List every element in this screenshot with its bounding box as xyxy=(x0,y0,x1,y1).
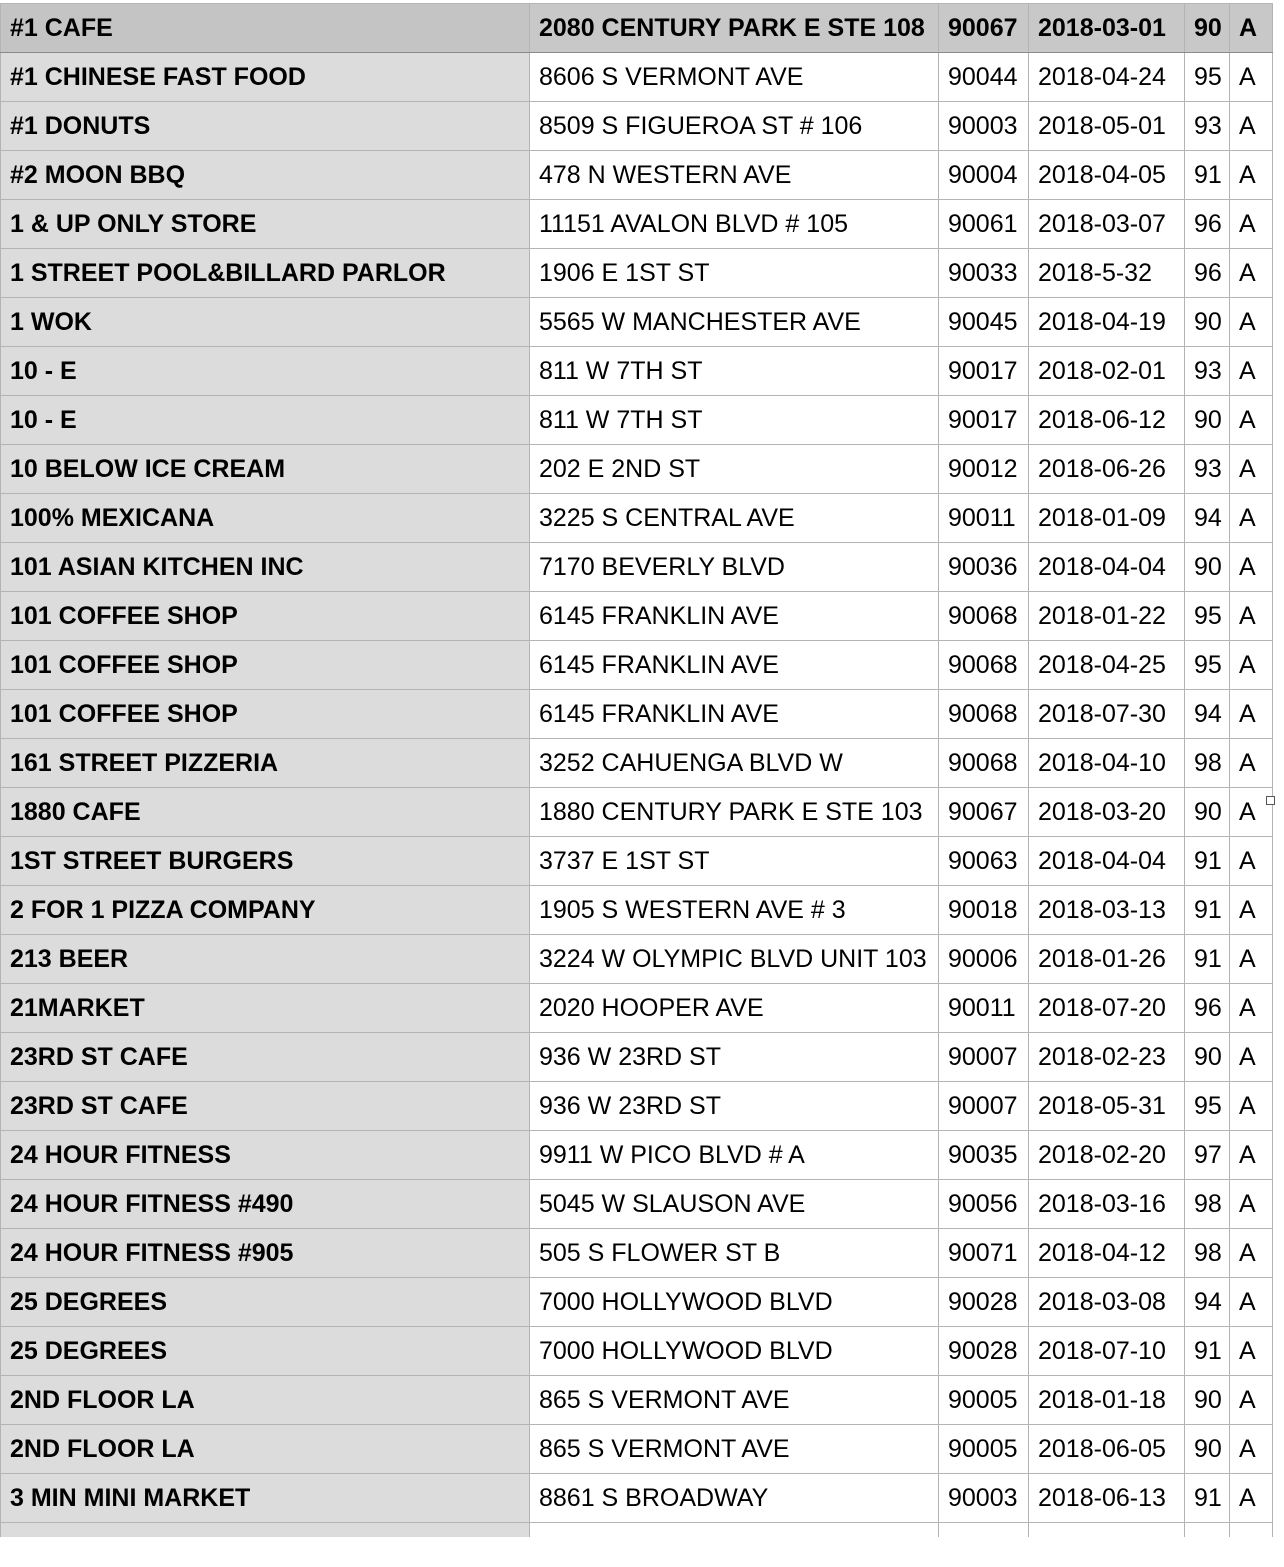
cell-grade[interactable]: A xyxy=(1230,1033,1273,1082)
cell-date[interactable]: 2018-06-05 xyxy=(1029,1425,1185,1474)
table-row xyxy=(1,200,1273,249)
cell-date[interactable]: 2018-06-12 xyxy=(1029,396,1185,445)
cell-zip[interactable]: 90017 xyxy=(939,396,1029,445)
cell-name[interactable]: 101 COFFEE SHOP xyxy=(1,690,530,739)
cell-grade[interactable]: A xyxy=(1230,53,1273,102)
cell-zip[interactable]: 90071 xyxy=(939,1229,1029,1278)
cell-score[interactable]: 97 xyxy=(1185,1131,1230,1180)
cell-score[interactable]: 91 xyxy=(1185,837,1230,886)
cell-zip[interactable]: 90061 xyxy=(939,200,1029,249)
cell-zip[interactable]: 90007 xyxy=(939,1082,1029,1131)
cell-grade[interactable]: A xyxy=(1230,592,1273,641)
cell-grade[interactable]: A xyxy=(1230,935,1273,984)
table-row xyxy=(1,1474,1273,1523)
cell-name[interactable]: 1880 CAFE xyxy=(1,788,530,837)
cell-score[interactable] xyxy=(1185,1523,1230,1537)
cell-address[interactable]: 936 W 23RD ST xyxy=(530,1082,939,1131)
cell-score[interactable]: 90 xyxy=(1185,1425,1230,1474)
cell-address[interactable]: 3224 W OLYMPIC BLVD UNIT 103 xyxy=(530,935,939,984)
cell-date[interactable]: 2018-04-12 xyxy=(1029,1229,1185,1278)
cell-zip[interactable]: 90028 xyxy=(939,1327,1029,1376)
cell-name[interactable]: 101 COFFEE SHOP xyxy=(1,592,530,641)
cell-score[interactable]: 91 xyxy=(1185,1327,1230,1376)
cell-name[interactable]: 100% MEXICANA xyxy=(1,494,530,543)
cell-address[interactable]: 811 W 7TH ST xyxy=(530,396,939,445)
cell-address[interactable]: 2020 HOOPER AVE xyxy=(530,984,939,1033)
cell-date[interactable] xyxy=(1029,1523,1185,1537)
cell-address[interactable]: 3252 CAHUENGA BLVD W xyxy=(530,739,939,788)
cell-score[interactable]: 96 xyxy=(1185,200,1230,249)
cell-date[interactable]: 2018-01-09 xyxy=(1029,494,1185,543)
cell-name[interactable]: 23RD ST CAFE xyxy=(1,1033,530,1082)
cell-name[interactable]: 1ST STREET BURGERS xyxy=(1,837,530,886)
cell-score[interactable]: 96 xyxy=(1185,249,1230,298)
cell-grade[interactable]: A xyxy=(1230,396,1273,445)
cell-address[interactable]: 8861 S BROADWAY xyxy=(530,1474,939,1523)
cell-date[interactable]: 2018-05-01 xyxy=(1029,102,1185,151)
cell-zip[interactable]: 90028 xyxy=(939,1278,1029,1327)
cell-name[interactable]: 101 ASIAN KITCHEN INC xyxy=(1,543,530,592)
table-row xyxy=(1,1425,1273,1474)
cell-address[interactable]: 811 W 7TH ST xyxy=(530,347,939,396)
cell-address[interactable]: 8606 S VERMONT AVE xyxy=(530,53,939,102)
cell-name[interactable]: 101 COFFEE SHOP xyxy=(1,641,530,690)
selection-resize-handle[interactable] xyxy=(1266,796,1275,805)
cell-grade[interactable]: A xyxy=(1230,200,1273,249)
cell-zip[interactable]: 90067 xyxy=(939,788,1029,837)
cell-score[interactable]: 90 xyxy=(1185,543,1230,592)
cell-name[interactable] xyxy=(1,1523,530,1537)
cell-address[interactable]: 202 E 2ND ST xyxy=(530,445,939,494)
cell-score[interactable]: 94 xyxy=(1185,494,1230,543)
cell-grade[interactable]: A xyxy=(1230,494,1273,543)
cell-score[interactable]: 94 xyxy=(1185,1278,1230,1327)
cell-date[interactable]: 2018-03-16 xyxy=(1029,1180,1185,1229)
cell-score[interactable]: 93 xyxy=(1185,445,1230,494)
cell-address[interactable]: 865 S VERMONT AVE xyxy=(530,1425,939,1474)
cell-score[interactable]: 93 xyxy=(1185,102,1230,151)
cell-name[interactable]: 21MARKET xyxy=(1,984,530,1033)
cell-date[interactable]: 2018-06-26 xyxy=(1029,445,1185,494)
cell-zip[interactable]: 90005 xyxy=(939,1376,1029,1425)
cell-score[interactable]: 96 xyxy=(1185,984,1230,1033)
table-row xyxy=(1,1131,1273,1180)
cell-address[interactable]: 7000 HOLLYWOOD BLVD xyxy=(530,1327,939,1376)
cell-zip[interactable]: 90035 xyxy=(939,1131,1029,1180)
table-row xyxy=(1,592,1273,641)
cell-grade[interactable]: A xyxy=(1230,1082,1273,1131)
cell-date[interactable]: 2018-04-25 xyxy=(1029,641,1185,690)
cell-name[interactable]: 24 HOUR FITNESS #905 xyxy=(1,1229,530,1278)
cell-date[interactable]: 2018-01-26 xyxy=(1029,935,1185,984)
cell-address[interactable]: 7170 BEVERLY BLVD xyxy=(530,543,939,592)
cell-grade[interactable]: A xyxy=(1230,739,1273,788)
cell-date[interactable]: 2018-03-20 xyxy=(1029,788,1185,837)
table-row xyxy=(1,1376,1273,1425)
cell-address[interactable] xyxy=(530,1523,939,1537)
cell-date[interactable]: 2018-5-32 xyxy=(1029,249,1185,298)
cell-address[interactable]: 1905 S WESTERN AVE # 3 xyxy=(530,886,939,935)
cell-score[interactable]: 95 xyxy=(1185,592,1230,641)
cell-score[interactable]: 94 xyxy=(1185,690,1230,739)
cell-date[interactable]: 2018-04-04 xyxy=(1029,837,1185,886)
cell-zip[interactable]: 90068 xyxy=(939,690,1029,739)
cell-name[interactable]: 10 - E xyxy=(1,396,530,445)
cell-address[interactable]: 1880 CENTURY PARK E STE 103 xyxy=(530,788,939,837)
cell-zip[interactable]: 90056 xyxy=(939,1180,1029,1229)
cell-zip[interactable]: 90036 xyxy=(939,543,1029,592)
cell-score[interactable]: 90 xyxy=(1185,1033,1230,1082)
cell-address[interactable]: 478 N WESTERN AVE xyxy=(530,151,939,200)
table-row xyxy=(1,445,1273,494)
cell-address[interactable]: 6145 FRANKLIN AVE xyxy=(530,592,939,641)
cell-address[interactable]: 2080 CENTURY PARK E STE 108 xyxy=(530,4,939,53)
cell-date[interactable]: 2018-02-23 xyxy=(1029,1033,1185,1082)
table-row xyxy=(1,1082,1273,1131)
cell-grade[interactable]: A xyxy=(1230,543,1273,592)
cell-zip[interactable]: 90068 xyxy=(939,592,1029,641)
cell-address[interactable]: 1906 E 1ST ST xyxy=(530,249,939,298)
cell-grade[interactable]: A xyxy=(1230,1278,1273,1327)
cell-zip[interactable]: 90006 xyxy=(939,935,1029,984)
cell-name[interactable]: 213 BEER xyxy=(1,935,530,984)
cell-name[interactable]: #2 MOON BBQ xyxy=(1,151,530,200)
cell-grade[interactable]: A xyxy=(1230,1131,1273,1180)
cell-grade[interactable]: A xyxy=(1230,886,1273,935)
cell-score[interactable]: 91 xyxy=(1185,151,1230,200)
table-row xyxy=(1,1278,1273,1327)
cell-zip[interactable]: 90011 xyxy=(939,494,1029,543)
cell-score[interactable]: 91 xyxy=(1185,1474,1230,1523)
cell-address[interactable]: 9911 W PICO BLVD # A xyxy=(530,1131,939,1180)
table-row xyxy=(1,102,1273,151)
header-row xyxy=(1,4,1273,53)
cell-zip[interactable]: 90011 xyxy=(939,984,1029,1033)
cell-zip[interactable]: 90012 xyxy=(939,445,1029,494)
table-row xyxy=(1,298,1273,347)
cell-zip[interactable]: 90018 xyxy=(939,886,1029,935)
cell-name[interactable]: 10 - E xyxy=(1,347,530,396)
cell-grade[interactable]: A xyxy=(1230,1229,1273,1278)
cell-score[interactable]: 95 xyxy=(1185,53,1230,102)
cell-grade[interactable] xyxy=(1230,1523,1273,1537)
cell-date[interactable]: 2018-07-20 xyxy=(1029,984,1185,1033)
cell-address[interactable]: 5565 W MANCHESTER AVE xyxy=(530,298,939,347)
cell-address[interactable]: 3225 S CENTRAL AVE xyxy=(530,494,939,543)
cell-score[interactable]: 91 xyxy=(1185,886,1230,935)
table-row xyxy=(1,935,1273,984)
cell-score[interactable]: 95 xyxy=(1185,1082,1230,1131)
cell-date[interactable]: 2018-03-07 xyxy=(1029,200,1185,249)
cell-grade[interactable]: A xyxy=(1230,837,1273,886)
cell-name[interactable]: 24 HOUR FITNESS xyxy=(1,1131,530,1180)
table-row xyxy=(1,1229,1273,1278)
cell-score[interactable]: 90 xyxy=(1185,396,1230,445)
spreadsheet-table xyxy=(0,3,1273,1537)
cell-name[interactable]: 25 DEGREES xyxy=(1,1327,530,1376)
cell-zip[interactable]: 90017 xyxy=(939,347,1029,396)
cell-name[interactable]: 24 HOUR FITNESS #490 xyxy=(1,1180,530,1229)
cell-zip[interactable] xyxy=(939,1523,1029,1537)
cell-date[interactable]: 2018-04-05 xyxy=(1029,151,1185,200)
cell-address[interactable]: 5045 W SLAUSON AVE xyxy=(530,1180,939,1229)
cell-address[interactable]: 7000 HOLLYWOOD BLVD xyxy=(530,1278,939,1327)
table-row xyxy=(1,1033,1273,1082)
cell-score[interactable]: 90 xyxy=(1185,4,1230,53)
cell-zip[interactable]: 90003 xyxy=(939,1474,1029,1523)
cell-date[interactable]: 2018-01-18 xyxy=(1029,1376,1185,1425)
cell-score[interactable]: 98 xyxy=(1185,1229,1230,1278)
cell-date[interactable]: 2018-03-01 xyxy=(1029,4,1185,53)
cell-name[interactable]: #1 CAFE xyxy=(1,4,530,53)
cell-address[interactable]: 505 S FLOWER ST B xyxy=(530,1229,939,1278)
cell-name[interactable]: 25 DEGREES xyxy=(1,1278,530,1327)
cell-name[interactable]: 2ND FLOOR LA xyxy=(1,1425,530,1474)
cell-zip[interactable]: 90033 xyxy=(939,249,1029,298)
cell-grade[interactable]: A xyxy=(1230,298,1273,347)
cell-address[interactable]: 8509 S FIGUEROA ST # 106 xyxy=(530,102,939,151)
table-row xyxy=(1,249,1273,298)
cell-date[interactable]: 2018-04-10 xyxy=(1029,739,1185,788)
cell-date[interactable]: 2018-04-24 xyxy=(1029,53,1185,102)
cell-name[interactable]: 1 STREET POOL&BILLARD PARLOR xyxy=(1,249,530,298)
table-row xyxy=(1,53,1273,102)
table-row xyxy=(1,543,1273,592)
cell-name[interactable]: 1 & UP ONLY STORE xyxy=(1,200,530,249)
cell-date[interactable]: 2018-01-22 xyxy=(1029,592,1185,641)
table-row xyxy=(1,641,1273,690)
table-row xyxy=(1,1523,1273,1537)
cell-date[interactable]: 2018-06-13 xyxy=(1029,1474,1185,1523)
table-row xyxy=(1,1327,1273,1376)
cell-name[interactable]: 23RD ST CAFE xyxy=(1,1082,530,1131)
cell-zip[interactable]: 90045 xyxy=(939,298,1029,347)
cell-zip[interactable]: 90005 xyxy=(939,1425,1029,1474)
cell-grade[interactable]: A xyxy=(1230,641,1273,690)
cell-score[interactable]: 90 xyxy=(1185,298,1230,347)
cell-name[interactable]: 1 WOK xyxy=(1,298,530,347)
cell-grade[interactable]: A xyxy=(1230,4,1273,53)
cell-address[interactable]: 3737 E 1ST ST xyxy=(530,837,939,886)
cell-score[interactable]: 93 xyxy=(1185,347,1230,396)
cell-score[interactable]: 90 xyxy=(1185,1376,1230,1425)
cell-date[interactable]: 2018-03-08 xyxy=(1029,1278,1185,1327)
cell-name[interactable]: #1 DONUTS xyxy=(1,102,530,151)
cell-grade[interactable]: A xyxy=(1230,1376,1273,1425)
cell-address[interactable]: 6145 FRANKLIN AVE xyxy=(530,641,939,690)
cell-grade[interactable]: A xyxy=(1230,1425,1273,1474)
table-row xyxy=(1,788,1273,837)
cell-name[interactable]: 3 MIN MINI MARKET xyxy=(1,1474,530,1523)
cell-date[interactable]: 2018-03-13 xyxy=(1029,886,1185,935)
cell-score[interactable]: 95 xyxy=(1185,641,1230,690)
cell-grade[interactable]: A xyxy=(1230,984,1273,1033)
cell-address[interactable]: 865 S VERMONT AVE xyxy=(530,1376,939,1425)
cell-zip[interactable]: 90068 xyxy=(939,739,1029,788)
cell-zip[interactable]: 90004 xyxy=(939,151,1029,200)
cell-grade[interactable]: A xyxy=(1230,151,1273,200)
cell-score[interactable]: 90 xyxy=(1185,788,1230,837)
table-row xyxy=(1,886,1273,935)
cell-score[interactable]: 91 xyxy=(1185,935,1230,984)
cell-date[interactable]: 2018-07-30 xyxy=(1029,690,1185,739)
table-row xyxy=(1,984,1273,1033)
cell-zip[interactable]: 90007 xyxy=(939,1033,1029,1082)
table-body xyxy=(1,4,1273,1537)
cell-zip[interactable]: 90068 xyxy=(939,641,1029,690)
cell-date[interactable]: 2018-07-10 xyxy=(1029,1327,1185,1376)
table-row xyxy=(1,690,1273,739)
table-row xyxy=(1,837,1273,886)
cell-name[interactable]: #1 CHINESE FAST FOOD xyxy=(1,53,530,102)
cell-grade[interactable]: A xyxy=(1230,690,1273,739)
cell-zip[interactable]: 90063 xyxy=(939,837,1029,886)
cell-date[interactable]: 2018-04-04 xyxy=(1029,543,1185,592)
cell-zip[interactable]: 90067 xyxy=(939,4,1029,53)
cell-address[interactable]: 936 W 23RD ST xyxy=(530,1033,939,1082)
cell-address[interactable]: 11151 AVALON BLVD # 105 xyxy=(530,200,939,249)
cell-score[interactable]: 98 xyxy=(1185,739,1230,788)
table-row xyxy=(1,1180,1273,1229)
cell-grade[interactable]: A xyxy=(1230,1327,1273,1376)
cell-name[interactable]: 161 STREET PIZZERIA xyxy=(1,739,530,788)
cell-grade[interactable]: A xyxy=(1230,1180,1273,1229)
cell-date[interactable]: 2018-02-20 xyxy=(1029,1131,1185,1180)
cell-date[interactable]: 2018-04-19 xyxy=(1029,298,1185,347)
table-row xyxy=(1,494,1273,543)
cell-grade[interactable]: A xyxy=(1230,102,1273,151)
cell-address[interactable]: 6145 FRANKLIN AVE xyxy=(530,690,939,739)
table-row xyxy=(1,396,1273,445)
cell-grade[interactable]: A xyxy=(1230,249,1273,298)
cell-zip[interactable]: 90003 xyxy=(939,102,1029,151)
cell-grade[interactable]: A xyxy=(1230,788,1273,837)
cell-name[interactable]: 2ND FLOOR LA xyxy=(1,1376,530,1425)
cell-zip[interactable]: 90044 xyxy=(939,53,1029,102)
cell-name[interactable]: 10 BELOW ICE CREAM xyxy=(1,445,530,494)
cell-grade[interactable]: A xyxy=(1230,1474,1273,1523)
cell-date[interactable]: 2018-05-31 xyxy=(1029,1082,1185,1131)
table-row xyxy=(1,151,1273,200)
table-row xyxy=(1,347,1273,396)
cell-score[interactable]: 98 xyxy=(1185,1180,1230,1229)
table-row xyxy=(1,739,1273,788)
cell-name[interactable]: 2 FOR 1 PIZZA COMPANY xyxy=(1,886,530,935)
cell-date[interactable]: 2018-02-01 xyxy=(1029,347,1185,396)
cell-grade[interactable]: A xyxy=(1230,445,1273,494)
cell-grade[interactable]: A xyxy=(1230,347,1273,396)
